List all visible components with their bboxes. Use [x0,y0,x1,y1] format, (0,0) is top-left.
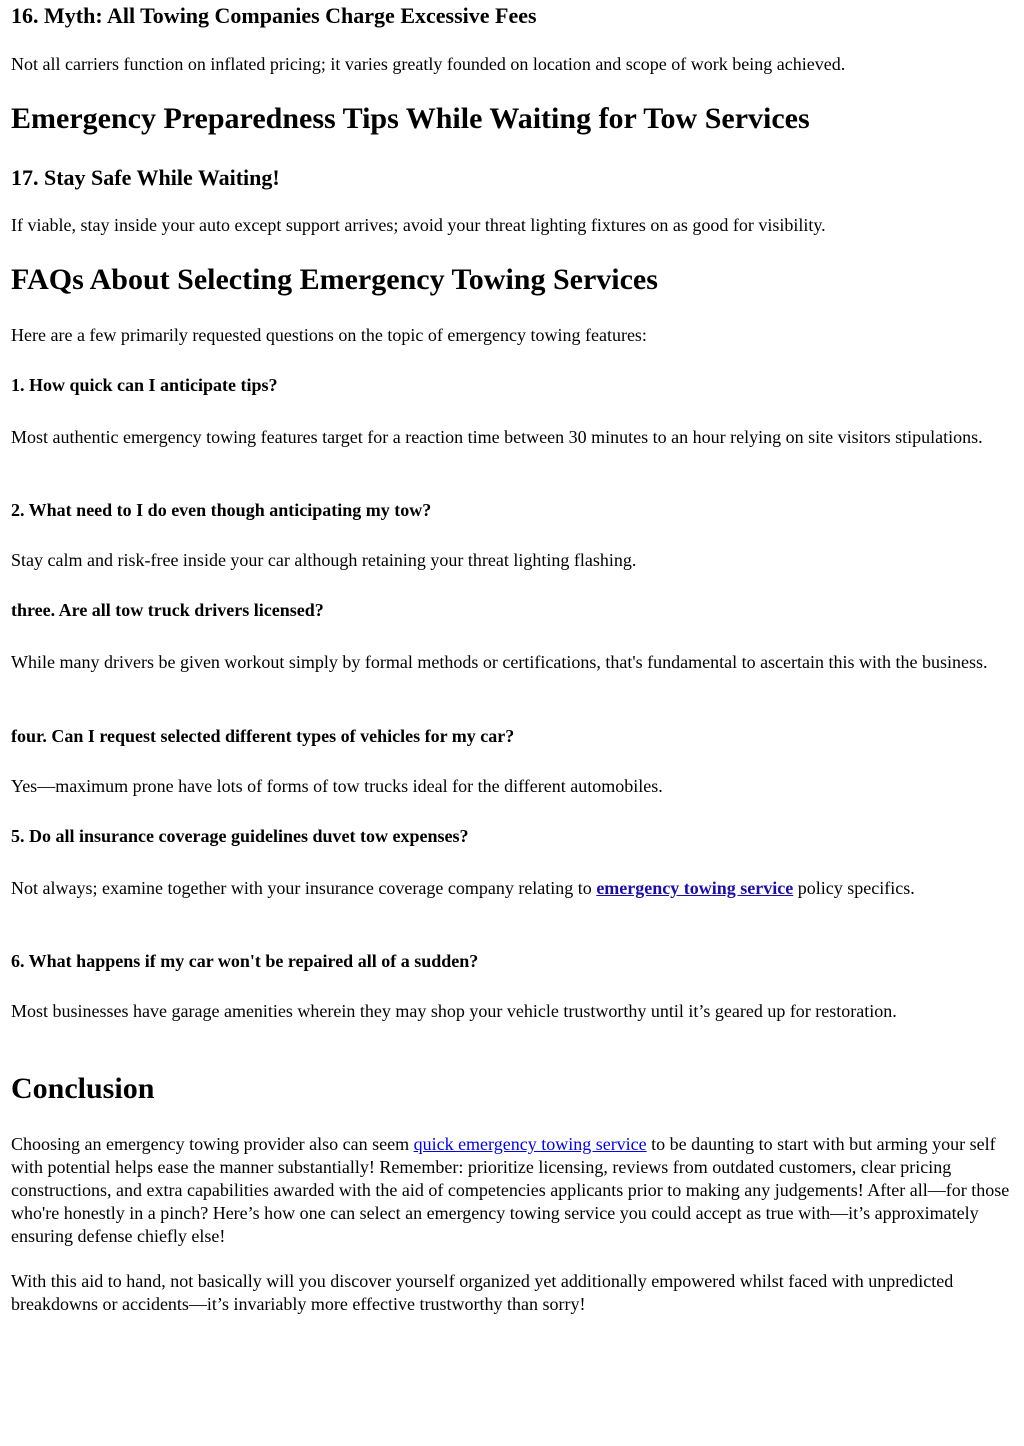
faq-answer-text: Not always; examine together with your insurance coverage company relating to [11,878,597,898]
faq-answer: Stay calm and risk-free inside your car although retaining your threat lighting flashing. [11,550,637,570]
faq-question: 5. Do all insurance coverage guidelines duvet tow expenses? [11,826,469,846]
myth-16-text: Not all carriers function on inflated pricing; it varies greatly founded on location and scope of work being achieved. [11,54,846,74]
faq-answer: Most authentic emergency towing features target for a reaction time between 30 minutes to an hour relying on site visitors stipulations. [11,427,983,447]
quick-emergency-towing-service-link[interactable]: quick emergency towing service [413,1134,647,1154]
conclusion-paragraph-2: With this aid to hand, not basically will you discover yourself organized yet additionally empowered whilst faced with unpredicted breakdowns or accidents—it’s invariably more effective trustworthy than sorry! [11,1271,954,1314]
faq-question: four. Can I request selected different types of vehicles for my car? [11,726,515,746]
tip-17-text: If viable, stay inside your auto except support arrives; avoid your threat lighting fixtures on as good for visibility. [11,215,826,235]
tip-17-heading: 17. Stay Safe While Waiting! [11,165,280,190]
myth-16-heading: 16. Myth: All Towing Companies Charge Excessive Fees [11,3,537,28]
faq-answer: Most businesses have garage amenities wherein they may shop your vehicle trustworthy until it’s geared up for restoration. [11,1001,897,1021]
faq-answer: While many drivers be given workout simply by formal methods or certifications, that's fundamental to ascertain this with the business. [11,652,988,672]
conclusion-text: to be daunting to start with but arming your self with potential helps ease the manner substantially! Remember: prioritize licensing, reviews from outdated customers, clear pricing constructions, and extra capabilities awarded with the aid of competencies applicants prior to making any judgements! After all—for those who're honestly in a pinch? Here’s how one can select an emergency towing service you could accept as true with—it’s approximately ensuring defense chiefly else! [11,1134,1010,1246]
conclusion-text: Choosing an emergency towing provider also can seem [11,1134,414,1154]
faq-answer: Yes—maximum prone have lots of forms of tow trucks ideal for the different automobiles. [11,776,663,796]
conclusion-heading: Conclusion [11,1072,155,1105]
faq-answer-text: policy specifics. [793,878,915,898]
faq-question: 6. What happens if my car won't be repaired all of a sudden? [11,951,479,971]
conclusion-paragraph-1 [11,1133,1011,1248]
faq-question: three. Are all tow truck drivers licensed? [11,600,324,620]
preparedness-heading: Emergency Preparedness Tips While Waiting for Tow Services [11,102,810,135]
faqs-intro: Here are a few primarily requested questions on the topic of emergency towing features: [11,325,647,345]
faq-question: 2. What need to I do even though anticipating my tow? [11,500,432,520]
faq-answer [11,877,1011,900]
faqs-heading: FAQs About Selecting Emergency Towing Services [11,263,658,296]
faq-question: 1. How quick can I anticipate tips? [11,375,278,395]
emergency-towing-service-link[interactable]: emergency towing service [596,878,794,898]
